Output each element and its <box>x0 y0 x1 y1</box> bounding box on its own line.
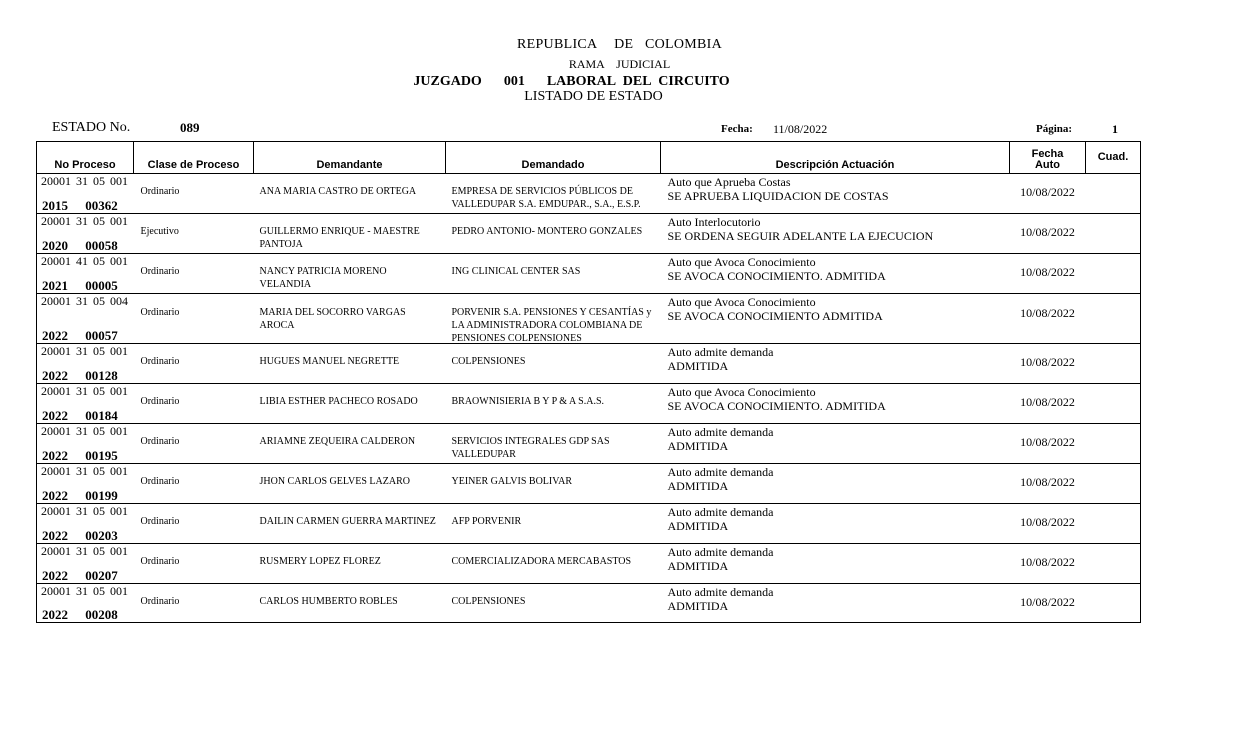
cell-fecha-auto <box>1010 294 1086 344</box>
table-row <box>37 424 1141 464</box>
proceso-year-number: 2022 00208 <box>42 607 118 622</box>
proceso-code: 20001 31 05 001 <box>41 344 128 358</box>
descripcion-detail: ADMITIDA <box>667 559 729 573</box>
descripcion-type: Auto admite demanda <box>667 505 774 519</box>
header-country: REPUBLICA DE COLOMBIA <box>516 37 723 52</box>
descripcion-text <box>668 175 889 203</box>
fecha-auto-text: 10/08/2022 <box>1020 395 1075 409</box>
proceso-code: 20001 31 05 001 <box>41 544 128 558</box>
cell-demandado <box>446 174 661 214</box>
cell-no-proceso <box>37 294 134 344</box>
descripcion-text <box>668 585 774 613</box>
descripcion-detail: SE ORDENA SEGUIR ADELANTE LA EJECUCION <box>667 229 934 243</box>
header-court-label: JUZGADO <box>413 74 482 89</box>
proceso-year-number: 2022 00203 <box>42 528 118 543</box>
cell-no-proceso <box>37 254 134 294</box>
demandado-text: COLPENSIONES <box>451 356 526 367</box>
header-court-number: 001 <box>503 74 525 89</box>
proceso-year-number: 2022 00184 <box>42 408 118 423</box>
proceso-year-number: 2022 00057 <box>42 328 118 343</box>
clase-text: Ordinario <box>140 186 180 197</box>
cell-no-proceso <box>37 504 134 544</box>
demandado-text: YEINER GALVIS BOLIVAR <box>451 476 573 487</box>
descripcion-text <box>668 545 774 573</box>
demandante-text: MARIA DEL SOCORRO VARGAS AROCA <box>259 307 406 331</box>
proceso-code: 20001 31 05 001 <box>41 174 128 188</box>
cell-fecha-auto <box>1010 384 1086 424</box>
descripcion-text <box>668 385 886 413</box>
descripcion-type: Auto que Avoca Conocimiento <box>667 255 816 269</box>
cell-descripcion <box>661 294 1010 344</box>
cell-no-proceso <box>37 344 134 384</box>
proceso-year-number: 2022 00195 <box>42 448 118 463</box>
fecha-auto-text: 10/08/2022 <box>1020 475 1075 489</box>
table-row <box>37 584 1141 623</box>
cell-clase <box>134 174 254 214</box>
proceso-code: 20001 31 05 001 <box>41 384 128 398</box>
cell-demandante <box>254 584 446 623</box>
cell-demandado <box>446 294 661 344</box>
cell-fecha-auto <box>1010 424 1086 464</box>
cell-fecha-auto <box>1010 544 1086 584</box>
table-row <box>37 294 1141 344</box>
cell-demandante <box>254 384 446 424</box>
clase-text: Ejecutivo <box>140 226 179 237</box>
cell-descripcion <box>661 254 1010 294</box>
descripcion-detail: ADMITIDA <box>667 359 729 373</box>
proceso-code: 20001 41 05 001 <box>41 254 128 268</box>
cell-cuad <box>1086 584 1141 623</box>
descripcion-text <box>668 255 886 283</box>
col-header-cuad: Cuad. <box>1086 142 1141 174</box>
descripcion-detail: SE AVOCA CONOCIMIENTO. ADMITIDA <box>667 399 886 413</box>
cell-fecha-auto <box>1010 464 1086 504</box>
demandado-text: PORVENIR S.A. PENSIONES Y CESANTÍAS y LA ADMINISTRADORA COLOMBIANA DE PENSIONES COLPENSIONES <box>451 307 652 344</box>
col-header-demandante: Demandante <box>254 142 446 174</box>
descripcion-type: Auto admite demanda <box>667 585 774 599</box>
col-header-fecha-auto <box>1010 142 1086 174</box>
demandado-text: ING CLINICAL CENTER SAS <box>451 266 581 277</box>
cell-clase <box>134 584 254 623</box>
table-row <box>37 464 1141 504</box>
col-header-fecha-line1: Fecha <box>1031 148 1064 160</box>
pagina-value: 1 <box>1112 122 1118 136</box>
demandado-text: SERVICIOS INTEGRALES GDP SAS VALLEDUPAR <box>451 436 610 460</box>
table-row <box>37 344 1141 384</box>
proceso-year-number: 2015 00362 <box>42 198 118 213</box>
cell-no-proceso <box>37 424 134 464</box>
demandante-text: HUGUES MANUEL NEGRETTE <box>259 356 400 367</box>
proceso-code: 20001 31 05 001 <box>41 214 128 228</box>
col-header-demandado: Demandado <box>446 142 661 174</box>
cell-clase <box>134 504 254 544</box>
demandante-text: DAILIN CARMEN GUERRA MARTINEZ <box>259 516 436 527</box>
cell-demandado <box>446 544 661 584</box>
table-header-row <box>37 142 1141 174</box>
cell-no-proceso <box>37 584 134 623</box>
descripcion-text <box>668 465 774 493</box>
proceso-code: 20001 31 05 001 <box>41 424 128 438</box>
demandado-text: PEDRO ANTONIO- MONTERO GONZALES <box>451 226 643 237</box>
clase-text: Ordinario <box>140 556 180 567</box>
descripcion-text <box>668 215 934 243</box>
cell-fecha-auto <box>1010 214 1086 254</box>
proceso-code: 20001 31 05 001 <box>41 464 128 478</box>
demandante-text: JHON CARLOS GELVES LAZARO <box>259 476 410 487</box>
demandante-text: GUILLERMO ENRIQUE - MAESTRE PANTOJA <box>259 226 420 250</box>
clase-text: Ordinario <box>140 307 180 318</box>
cell-descripcion <box>661 344 1010 384</box>
demandante-text: CARLOS HUMBERTO ROBLES <box>259 596 398 607</box>
cell-demandado <box>446 254 661 294</box>
cell-demandante <box>254 424 446 464</box>
cell-demandante <box>254 174 446 214</box>
cell-clase <box>134 294 254 344</box>
cell-demandante <box>254 214 446 254</box>
descripcion-detail: ADMITIDA <box>667 439 729 453</box>
cell-demandante <box>254 294 446 344</box>
table-row <box>37 384 1141 424</box>
proceso-year-number: 2022 00128 <box>42 368 118 383</box>
cell-descripcion <box>661 544 1010 584</box>
header-branch: RAMA JUDICIAL <box>568 57 671 71</box>
cell-descripcion <box>661 504 1010 544</box>
descripcion-detail: ADMITIDA <box>667 519 729 533</box>
cell-cuad <box>1086 544 1141 584</box>
fecha-auto-text: 10/08/2022 <box>1020 515 1075 529</box>
cell-cuad <box>1086 174 1141 214</box>
fecha-value: 11/08/2022 <box>773 122 828 136</box>
cell-demandado <box>446 504 661 544</box>
cell-demandante <box>254 254 446 294</box>
cell-cuad <box>1086 294 1141 344</box>
proceso-year-number: 2020 00058 <box>42 238 118 253</box>
cell-demandado <box>446 464 661 504</box>
demandado-text: BRAOWNISIERIA B Y P & A S.A.S. <box>451 396 605 407</box>
fecha-auto-text: 10/08/2022 <box>1020 265 1075 279</box>
demandado-text: AFP PORVENIR <box>451 516 522 527</box>
cell-descripcion <box>661 384 1010 424</box>
descripcion-type: Auto que Avoca Conocimiento <box>667 385 816 399</box>
cell-demandado <box>446 384 661 424</box>
clase-text: Ordinario <box>140 516 180 527</box>
cell-clase <box>134 214 254 254</box>
clase-text: Ordinario <box>140 436 180 447</box>
fecha-auto-text: 10/08/2022 <box>1020 225 1075 239</box>
cell-clase <box>134 464 254 504</box>
col-header-clase: Clase de Proceso <box>134 142 254 174</box>
cell-cuad <box>1086 504 1141 544</box>
descripcion-type: Auto que Aprueba Costas <box>667 175 791 189</box>
table-row <box>37 174 1141 214</box>
proceso-code: 20001 31 05 001 <box>41 584 128 598</box>
demandante-text: NANCY PATRICIA MORENO VELANDIA <box>259 266 387 290</box>
cell-cuad <box>1086 384 1141 424</box>
fecha-label: Fecha: <box>721 123 753 135</box>
descripcion-detail: SE AVOCA CONOCIMIENTO. ADMITIDA <box>667 269 886 283</box>
fecha-auto-text: 10/08/2022 <box>1020 435 1075 449</box>
cell-demandado <box>446 424 661 464</box>
descripcion-detail: ADMITIDA <box>667 599 729 613</box>
descripcion-text <box>668 295 883 323</box>
estado-label: ESTADO No. <box>52 120 131 135</box>
descripcion-type: Auto admite demanda <box>667 545 774 559</box>
demandado-text: EMPRESA DE SERVICIOS PÚBLICOS DE VALLEDUPAR S.A. EMDUPAR., S.A., E.S.P. <box>451 186 641 210</box>
proceso-year-number: 2022 00207 <box>42 568 118 583</box>
cell-cuad <box>1086 464 1141 504</box>
fecha-auto-text: 10/08/2022 <box>1020 185 1075 199</box>
cell-descripcion <box>661 464 1010 504</box>
demandante-text: ARIAMNE ZEQUEIRA CALDERON <box>259 436 416 447</box>
col-header-fecha-line2: Auto <box>1034 159 1061 171</box>
table-row <box>37 214 1141 254</box>
cell-clase <box>134 424 254 464</box>
cell-fecha-auto <box>1010 584 1086 623</box>
cell-descripcion <box>661 174 1010 214</box>
cell-demandado <box>446 344 661 384</box>
cell-cuad <box>1086 254 1141 294</box>
cell-demandante <box>254 544 446 584</box>
table-row <box>37 504 1141 544</box>
cell-fecha-auto <box>1010 344 1086 384</box>
cell-cuad <box>1086 214 1141 254</box>
demandado-text: COMERCIALIZADORA MERCABASTOS <box>451 556 632 567</box>
cell-descripcion <box>661 584 1010 623</box>
cell-clase <box>134 254 254 294</box>
cell-no-proceso <box>37 464 134 504</box>
header-list-title: LISTADO DE ESTADO <box>524 89 663 104</box>
cell-demandado <box>446 584 661 623</box>
cell-no-proceso <box>37 544 134 584</box>
proceso-code: 20001 31 05 004 <box>41 294 128 308</box>
clase-text: Ordinario <box>140 356 180 367</box>
descripcion-type: Auto admite demanda <box>667 425 774 439</box>
cell-fecha-auto <box>1010 504 1086 544</box>
cell-cuad <box>1086 344 1141 384</box>
fecha-auto-text: 10/08/2022 <box>1020 555 1075 569</box>
descripcion-text <box>668 425 774 453</box>
cell-descripcion <box>661 214 1010 254</box>
demandante-text: RUSMERY LOPEZ FLOREZ <box>259 556 381 567</box>
pagina-label: Página: <box>1036 123 1073 135</box>
descripcion-type: Auto admite demanda <box>667 345 774 359</box>
fecha-auto-text: 10/08/2022 <box>1020 355 1075 369</box>
cell-demandante <box>254 464 446 504</box>
descripcion-type: Auto que Avoca Conocimiento <box>667 295 816 309</box>
proceso-year-number: 2022 00199 <box>42 488 118 503</box>
clase-text: Ordinario <box>140 396 180 407</box>
demandante-text: LIBIA ESTHER PACHECO ROSADO <box>259 396 418 407</box>
proceso-year-number: 2021 00005 <box>42 278 118 293</box>
cell-demandante <box>254 504 446 544</box>
descripcion-detail: SE APRUEBA LIQUIDACION DE COSTAS <box>667 189 889 203</box>
cell-fecha-auto <box>1010 174 1086 214</box>
demandado-text: COLPENSIONES <box>451 596 526 607</box>
table-row <box>37 254 1141 294</box>
estado-table <box>36 141 1141 623</box>
estado-number: 089 <box>180 120 200 135</box>
cell-demandado <box>446 214 661 254</box>
fecha-auto-text: 10/08/2022 <box>1020 306 1075 320</box>
clase-text: Ordinario <box>140 596 180 607</box>
cell-clase <box>134 344 254 384</box>
descripcion-detail: ADMITIDA <box>667 479 729 493</box>
descripcion-text <box>668 505 774 533</box>
demandante-text: ANA MARIA CASTRO DE ORTEGA <box>259 186 417 197</box>
clase-text: Ordinario <box>140 476 180 487</box>
descripcion-detail: SE AVOCA CONOCIMIENTO ADMITIDA <box>667 309 883 323</box>
cell-no-proceso <box>37 214 134 254</box>
header-court <box>0 74 1191 90</box>
descripcion-text <box>668 345 774 373</box>
descripcion-type: Auto admite demanda <box>667 465 774 479</box>
col-header-descripcion: Descripción Actuación <box>661 142 1010 174</box>
cell-no-proceso <box>37 384 134 424</box>
cell-demandante <box>254 344 446 384</box>
proceso-code: 20001 31 05 001 <box>41 504 128 518</box>
cell-descripcion <box>661 424 1010 464</box>
table-row <box>37 544 1141 584</box>
cell-fecha-auto <box>1010 254 1086 294</box>
fecha-auto-text: 10/08/2022 <box>1020 595 1075 609</box>
cell-no-proceso <box>37 174 134 214</box>
cell-clase <box>134 384 254 424</box>
descripcion-type: Auto Interlocutorio <box>667 215 761 229</box>
col-header-no-proceso: No Proceso <box>37 142 134 174</box>
cell-clase <box>134 544 254 584</box>
clase-text: Ordinario <box>140 266 180 277</box>
header-court-type: LABORAL DEL CIRCUITO <box>546 74 730 89</box>
cell-cuad <box>1086 424 1141 464</box>
